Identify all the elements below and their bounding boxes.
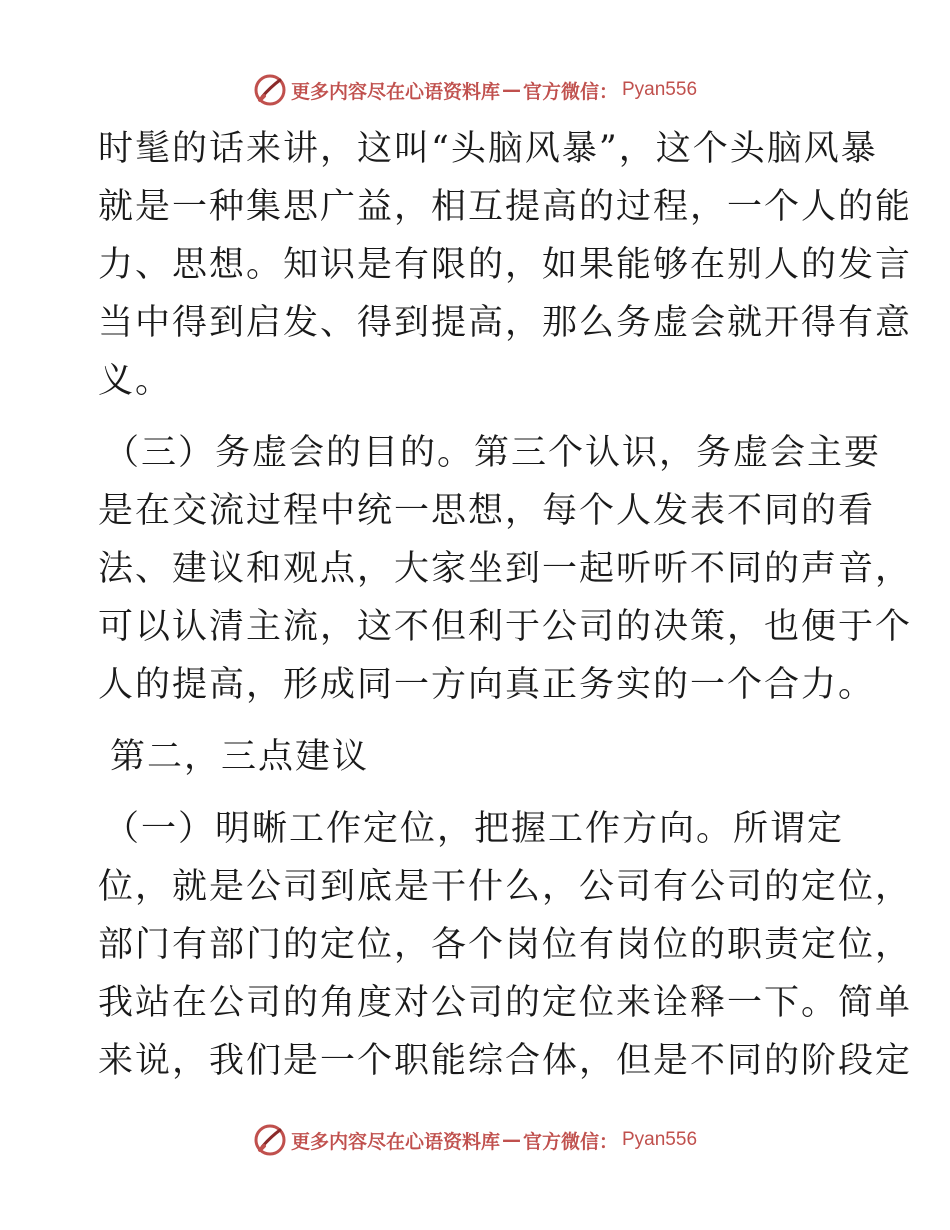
text-line: 位，就是公司到底是干什么，公司有公司的定位， bbox=[98, 867, 913, 907]
banner-wechat-label: 官方微信： bbox=[522, 80, 618, 103]
section-heading bbox=[98, 728, 858, 786]
text-line: （三）务虚会的目的。第三个认识，务虚会主要 bbox=[104, 433, 882, 473]
banner-text: 更多内容尽在心语资料库 bbox=[290, 80, 500, 103]
text-line: 时髦的话来讲，这叫“头脑风暴”，这个头脑风暴 bbox=[98, 129, 878, 169]
paragraph-2 bbox=[98, 424, 913, 714]
brush-logo-icon bbox=[253, 1123, 287, 1157]
header-banner bbox=[0, 70, 950, 110]
text-line: 是在交流过程中统一思想，每个人发表不同的看 bbox=[98, 491, 876, 531]
text-line: 义。 bbox=[98, 361, 173, 401]
text-line: 部门有部门的定位，各个岗位有岗位的职责定位， bbox=[98, 925, 913, 965]
text-line: 我站在公司的角度对公司的定位来诠释一下。简单 bbox=[98, 983, 913, 1023]
banner-separator: — bbox=[501, 79, 521, 101]
text-line: 力、思想。知识是有限的，如果能够在别人的发言 bbox=[98, 245, 913, 285]
paragraph-3 bbox=[98, 800, 913, 1090]
banner-wechat-label: 官方微信： bbox=[522, 1130, 618, 1153]
text-line: 就是一种集思广益，相互提高的过程，一个人的能 bbox=[98, 187, 913, 227]
brush-logo-icon bbox=[253, 73, 287, 107]
banner-wechat-id: Pyan556 bbox=[622, 1129, 698, 1150]
text-line: 人的提高，形成同一方向真正务实的一个合力。 bbox=[98, 665, 876, 705]
text-line: 可以认清主流，这不但利于公司的决策，也便于个 bbox=[98, 607, 913, 647]
text-line: （一）明晰工作定位，把握工作方向。所谓定 bbox=[104, 809, 845, 849]
text-line: 法、建议和观点，大家坐到一起听听不同的声音， bbox=[98, 549, 913, 589]
document-body bbox=[98, 120, 913, 1090]
paragraph-1 bbox=[98, 120, 913, 410]
banner-separator: — bbox=[501, 1129, 521, 1151]
banner-text: 更多内容尽在心语资料库 bbox=[290, 1130, 500, 1153]
heading-line: 第二，三点建议 bbox=[110, 737, 370, 777]
text-line: 来说，我们是一个职能综合体，但是不同的阶段定 bbox=[98, 1041, 913, 1081]
text-line: 当中得到启发、得到提高，那么务虚会就开得有意 bbox=[98, 303, 913, 343]
footer-banner bbox=[0, 1120, 950, 1160]
banner-wechat-id: Pyan556 bbox=[622, 79, 698, 100]
